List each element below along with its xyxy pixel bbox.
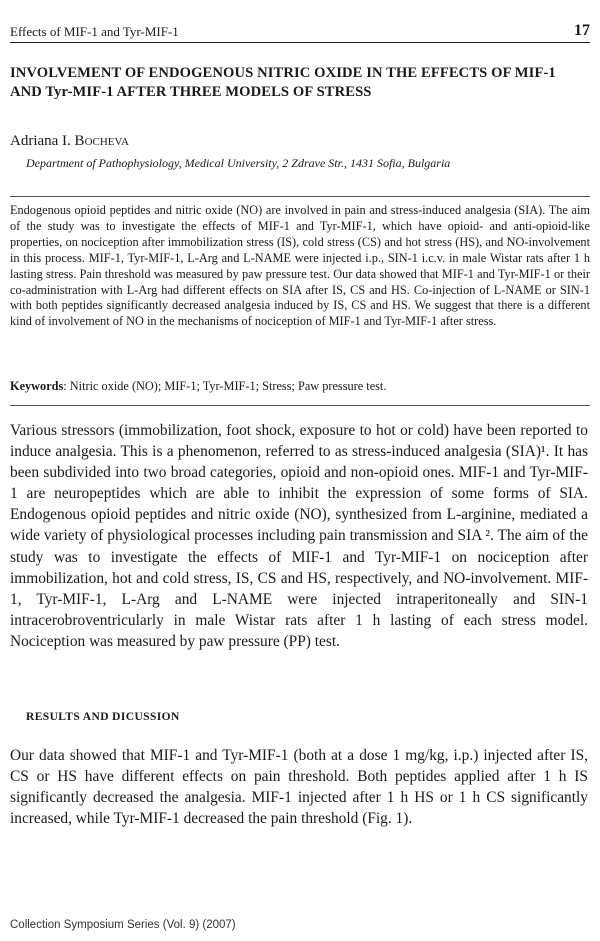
article-title: INVOLVEMENT OF ENDOGENOUS NITRIC OXIDE IN THE EFFECTS OF MIF-1 AND Tyr-MIF-1 AFTER THREE MODELS OF STRESS (10, 65, 556, 100)
affiliation: Department of Pathophysiology, Medical University, 2 Zdrave Str., 1431 Sofia, Bulgaria (26, 156, 451, 170)
author-first: Adriana I. B (10, 133, 85, 149)
author-name (10, 133, 129, 150)
header-rule (10, 42, 590, 43)
keywords (10, 379, 590, 395)
footer-series: Collection Symposium Series (Vol. 9) (2007) (10, 919, 236, 931)
author-last: ocheva (84, 133, 129, 149)
section-heading: RESULTS AND DICUSSION (26, 711, 180, 723)
running-title: Effects of MIF-1 and Tyr-MIF-1 (10, 24, 179, 39)
results-paragraph: Our data showed that MIF-1 and Tyr-MIF-1 (both at a dose 1 mg/kg, i.p.) injected after IS, CS or HS have different effects on pain threshold. Both peptides applied after 1 h IS significantly decreased the analgesia. MIF-1 injected after 1 h HS or 1 h CS significantly increased, while Tyr-MIF-1 decreased the pain threshold (Fig. 1). (10, 747, 588, 828)
abstract-bottom-rule (10, 405, 590, 406)
intro-paragraph: Various stressors (immobilization, foot shock, exposure to hot or cold) have been reported to induce analgesia. This is a phenomenon, referred to as stress-induced analgesia (SIA)¹. It has been subdivided into two broad categories, opioid and non-opioid ones. MIF-1 and Tyr-MIF-1 are neuropeptides which are able to inhibit the expression of some forms of SIA. Endogenous opioid peptides and nitric oxide (NO), synthesized from L-arginine, mediated a wide variety of physiological processes including pain transmission and SIA ². The aim of the study was to investigate the effects of MIF-1 and Tyr-MIF-1 on nociception after immobilization, hot and cold stress, IS, CS and HS, respectively, and NO-involvement. MIF-1, Tyr-MIF-1, L-Arg and L-NAME were injected intraperitoneally and SIN-1 intracerobroventricularly in male Wistar rats after 1 h lasting of each stress model. Nociception was measured by paw pressure (PP) test. (10, 422, 588, 650)
abstract: Endogenous opioid peptides and nitric oxide (NO) are involved in pain and stress-induced analgesia (SIA). The aim of the study was to investigate the effects of MIF-1 and Tyr-MIF-1, which have opioid- and anti-opioid-like properties, on nociception after immobilization stress (IS), cold stress (CS) and hot stress (HS), and NO-involvement in this process. MIF-1, Tyr-MIF-1, L-Arg and L-NAME were injected i.p., SIN-1 i.c.v. in male Wistar rats after 1 h lasting stress. Pain threshold was measured by paw pressure test. Our data showed that MIF-1 and Tyr-MIF-1 or their co-administration with L-Arg had different effects on SIA after IS, CS and HS. Co-injection of L-NAME or SIN-1 with both peptides significantly decreased analgesia induced by IS, CS and HS. We suggest that there is a different kind of involvement of NO in the mechanisms of nociception of MIF-1 and Tyr-MIF-1 after stress. (10, 203, 590, 329)
keywords-label: Keywords (10, 379, 64, 393)
abstract-top-rule (10, 196, 590, 197)
page-number: 17 (574, 22, 590, 39)
keywords-text: : Nitric oxide (NO); MIF-1; Tyr-MIF-1; Stress; Paw pressure test. (63, 379, 387, 393)
running-header (10, 18, 590, 40)
